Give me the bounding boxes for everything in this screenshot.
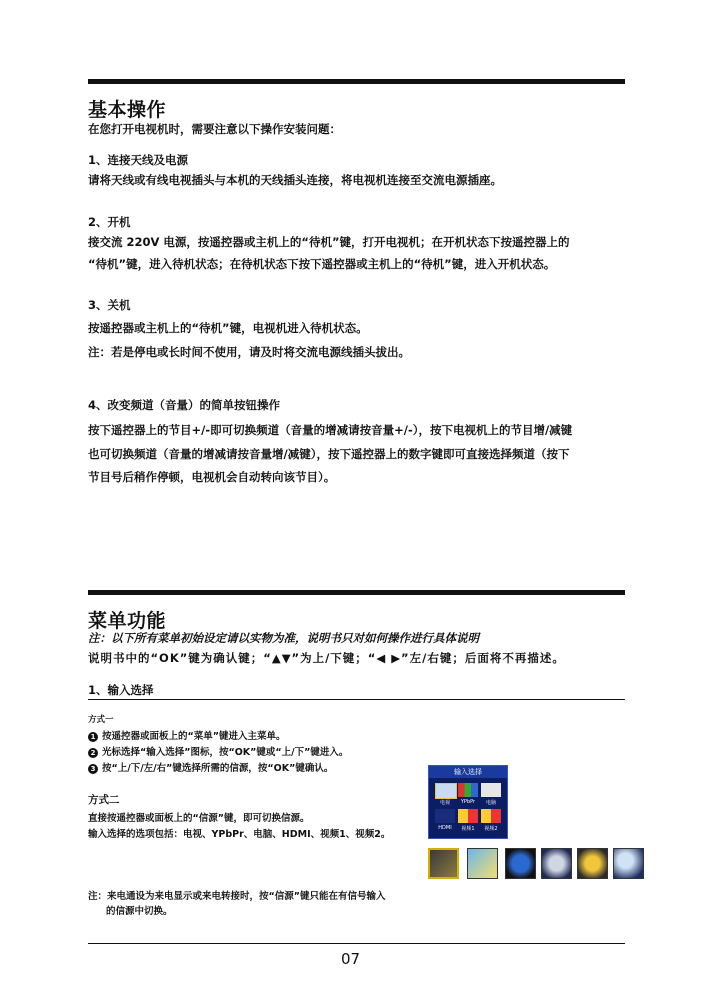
- middle-rule: [88, 590, 625, 595]
- subsection-rule: [88, 699, 625, 700]
- input-select-icon: [428, 848, 459, 879]
- hdmi-icon: [435, 809, 455, 823]
- step-text: 光标选择“输入选择”图标，按“OK”键或“上/下”键进入。: [102, 747, 349, 758]
- step-text: 按遥控器或面板上的“菜单”键进入主菜单。: [102, 731, 286, 742]
- section-intro: 在您打开电视机时，需要注意以下操作安装问题：: [88, 122, 341, 136]
- method2-text: 输入选择的选项包括：电视、YPbPr、电脑、HDMI、视频1、视频2。: [88, 829, 391, 840]
- tv-icon: [435, 783, 457, 799]
- section-title-basic-operation: 基本操作: [88, 99, 167, 121]
- screen-icon: [505, 848, 536, 879]
- menu-note: 注：以下所有菜单初始设定请以实物为准，说明书只对如何操作进行具体说明: [88, 631, 479, 645]
- menu-option-label: HDMI: [438, 825, 452, 831]
- subsection-input-select: 1、输入选择: [88, 683, 154, 697]
- input-select-menu-screenshot: [428, 765, 508, 839]
- item-text: 接交流 220V 电源，按遥控器或主机上的“待机”键，打开电视机；在开机状态下按遥控器上的: [88, 235, 570, 249]
- method2-text: 直接按遥控器或面板上的“信源”键，即可切换信源。: [88, 813, 310, 824]
- step-number-badge: 1: [88, 732, 98, 742]
- step-text: 按“上/下/左/右”键选择所需的信源，按“OK”键确认。: [102, 763, 334, 774]
- method1-step: [88, 760, 333, 774]
- method1-label: 方式一: [88, 715, 114, 725]
- keys-line: 说明书中的“OK”键为确认键；“▲▼”为上/下键；“◀ ▶”左/右键；后面将不再描述。: [88, 651, 565, 665]
- ypbpr-icon: [458, 783, 478, 797]
- method1-step: [88, 744, 348, 758]
- item-text: “待机”键，进入待机状态；在待机状态下按下遥控器或主机上的“待机”键，进入开机状态。: [88, 257, 556, 271]
- item-text: 按下遥控器上的节目+/-即可切换频道（音量的增减请按音量+/-），按下电视机上的节目增/减键: [88, 423, 573, 437]
- av2-icon: [481, 809, 501, 823]
- footnote: 注：来电通设为来电显示或来电转接时，按“信源”键只能在有信号输入: [88, 891, 386, 902]
- picture-icon: [467, 848, 498, 879]
- sound-icon: [541, 848, 572, 879]
- item-heading-power-off: 3、关机: [88, 298, 131, 312]
- footnote: 的信源中切换。: [106, 906, 173, 917]
- item-heading-antenna: 1、连接天线及电源: [88, 153, 189, 167]
- page-number: 07: [340, 950, 361, 968]
- menu-option-label: 电视: [439, 800, 450, 806]
- method2-label: 方式二: [88, 794, 120, 806]
- item-text: 请将天线或有线电视插头与本机的天线插头连接，将电视机连接至交流电源插座。: [88, 173, 502, 187]
- menu-option-label: 视频1: [461, 826, 475, 832]
- footer-rule: [88, 943, 625, 944]
- section-title-menu-function: 菜单功能: [88, 610, 167, 632]
- menu-title: 输入选择: [429, 766, 507, 778]
- menu-option-label: YPbPr: [460, 799, 476, 805]
- top-rule: [88, 79, 625, 84]
- item-text: 节目号后稍作停顿，电视机会自动转向该节目）。: [88, 470, 336, 484]
- item-heading-power-on: 2、开机: [88, 215, 131, 229]
- search-icon: [613, 848, 644, 879]
- item-text: 也可切换频道（音量的增减请按音量增/减键），按下遥控器上的数字键即可直接选择频道（按下: [88, 447, 570, 461]
- item-note: 注：若是停电或长时间不使用，请及时将交流电源线插头拔出。: [88, 345, 410, 359]
- step-number-badge: 3: [88, 764, 98, 774]
- step-number-badge: 2: [88, 748, 98, 758]
- menu-option-label: 视频2: [484, 826, 498, 832]
- menu-option-label: 电脑: [485, 800, 496, 806]
- item-heading-channel-volume: 4、改变频道（音量）的简单按钮操作: [88, 398, 280, 412]
- settings-icon: [577, 848, 608, 879]
- item-text: 按遥控器或主机上的“待机”键，电视机进入待机状态。: [88, 321, 368, 335]
- method1-step: [88, 728, 286, 742]
- av1-icon: [458, 809, 478, 823]
- pc-icon: [481, 783, 501, 797]
